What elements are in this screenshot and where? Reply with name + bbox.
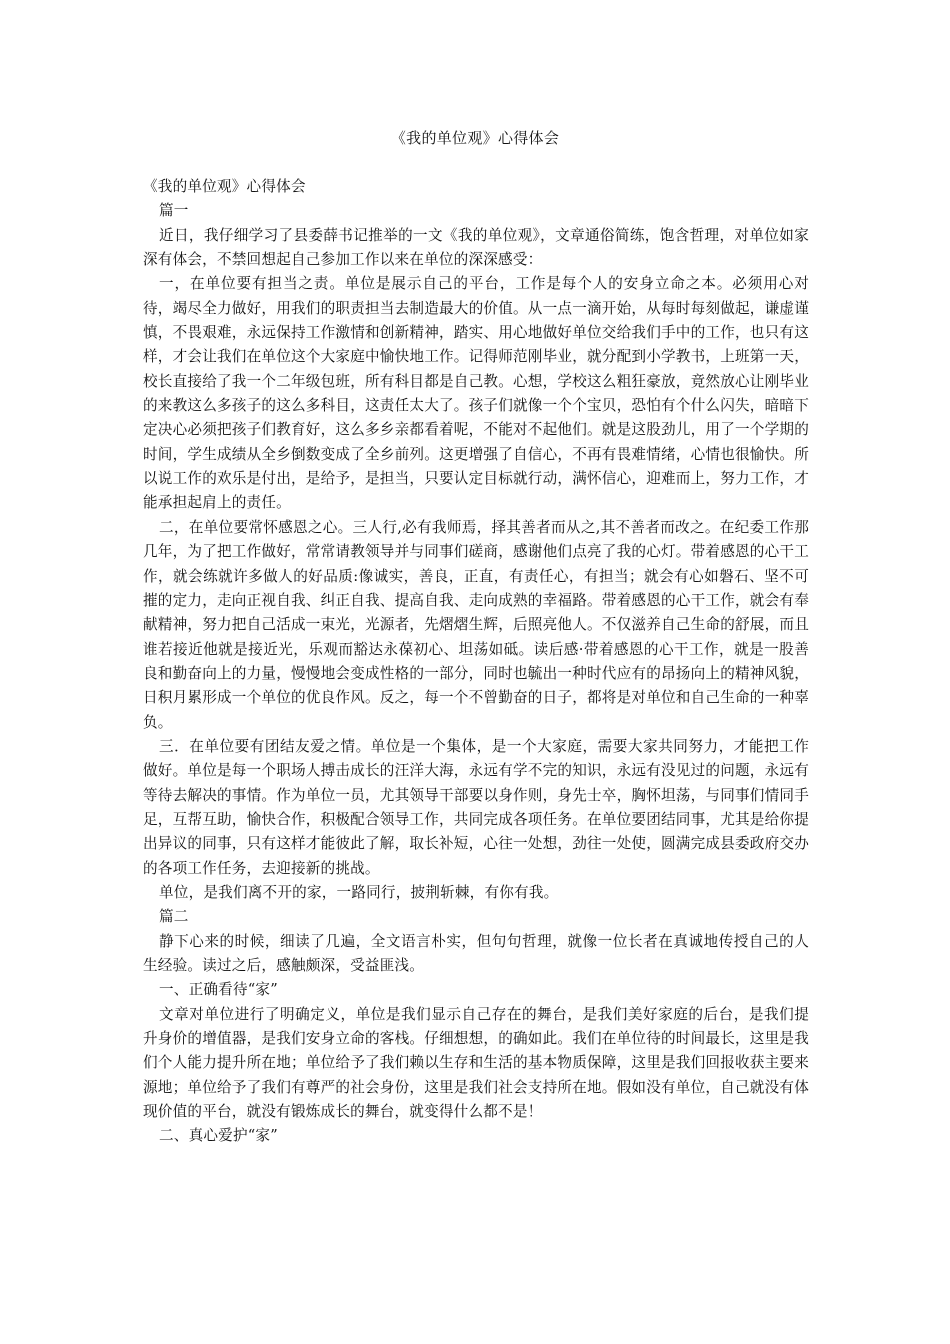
page-title: 《我的单位观》心得体会 xyxy=(390,129,560,147)
subheading: 一、正确看待“家” xyxy=(159,981,278,999)
document-body xyxy=(143,175,809,1149)
paragraph: 二，在单位要常怀感恩之心。三人行,必有我师焉，择其善者而从之,其不善者而改之。在纪委工作那几年，为了把工作做好，常常请教领导并与同事们磋商，感谢他们点亮了我的心灯。带着感恩的心干工作，就会练就许多做人的好品质:像诚实，善良，正直，有责任心，有担当；就会有心如磐石、坚不可摧的定力，走向正视自我、纠正自我、提高自我、走向成熟的幸福路。带着感恩的心干工作，就会有奉献精神，努力把自己活成一束光，光源者，先熠熠生辉，后照亮他人。不仅滋养自己生命的舒展，而且谁若接近他就是接近光，乐观而豁达永葆初心、坦荡如砥。读后感·带着感恩的心干工作，就是一股善良和勤奋向上的力量，慢慢地会变成性格的一部分，同时也毓出一种时代应有的昂扬向上的精神风貌，日积月累形成一个单位的优良作风。反之，每一个不曾勤奋的日子，都将是对单位和自己生命的一种辜负。 xyxy=(143,518,809,731)
section-heading-part-two: 篇二 xyxy=(159,908,189,926)
document-subtitle: 《我的单位观》心得体会 xyxy=(143,178,306,195)
paragraph: 文章对单位进行了明确定义，单位是我们显示自己存在的舞台，是我们美好家庭的后台，是我们提升身价的增值器，是我们安身立命的客栈。仔细想想，的确如此。我们在单位待的时间最长，这里是我们个人能力提升所在地；单位给予了我们赖以生存和生活的基本物质保障，这里是我们回报收获主要来源地；单位给予了我们有尊严的社会身份，这里是我们社会支持所在地。假如没有单位，自己就没有体现价值的平台，就没有锻炼成长的舞台，就变得什么都不是！ xyxy=(143,1005,809,1121)
paragraph: 静下心来的时候，细读了几遍，全文语言朴实，但句句哲理，就像一位长者在真诚地传授自己的人生经验。读过之后，感触颇深，受益匪浅。 xyxy=(143,932,809,974)
paragraph: 三．在单位要有团结友爱之情。单位是一个集体，是一个大家庭，需要大家共同努力，才能把工作做好。单位是每一个职场人搏击成长的汪洋大海，永远有学不完的知识，永远有没见过的问题，永远有等待去解决的事情。作为单位一员，尤其领导干部要以身作则，身先士卒，胸怀坦荡，与同事们情同手足，互帮互助，愉快合作，积极配合领导工作，共同完成各项任务。在单位要团结同事，尤其是给你提出异议的同事，只有这样才能彼此了解，取长补短，心往一处想，劲往一处使，圆满完成县委政府交办的各项工作任务，去迎接新的挑战。 xyxy=(143,737,809,877)
paragraph: 近日，我仔细学习了县委薛书记推举的一文《我的单位观》，文章通俗简练，饱含哲理，对单位如家深有体会，不禁回想起自己参加工作以来在单位的深深感受： xyxy=(143,226,809,269)
section-heading-part-one: 篇一 xyxy=(159,202,189,220)
subheading: 二、真心爱护“家” xyxy=(159,1127,278,1145)
paragraph: 一，在单位要有担当之责。单位是展示自己的平台，工作是每个人的安身立命之本。必须用心对待，竭尽全力做好，用我们的职责担当去制造最大的价值。从一点一滴开始，从每时每刻做起，谦虚谨慎，不畏艰难，永远保持工作激情和创新精神，踏实、用心地做好单位交给我们手中的工作，也只有这样，才会让我们在单位这个大家庭中愉快地工作。记得师范刚毕业，就分配到小学教书，上班第一天，校长直接给了我一个二年级包班，所有科目都是自己教。心想，学校这么粗狂豪放，竟然放心让刚毕业的来教这么多孩子的这么多科目，这责任太大了。孩子们就像一个个宝贝，恐怕有个什么闪失，暗暗下定决心必须把孩子们教育好，这么多乡亲都看着呢，不能对不起他们。就是这股劲儿，用了一个学期的时间，学生成绩从全乡倒数变成了全乡前列。这更增强了自信心，不再有畏难情绪，心情也很愉快。所以说工作的欢乐是付出，是给予，是担当，只要认定目标就行动，满怀信心，迎难而上，努力工作，才能承担起肩上的责任。 xyxy=(143,275,809,512)
paragraph: 单位，是我们离不开的家，一路同行，披荆斩棘，有你有我。 xyxy=(159,883,559,901)
